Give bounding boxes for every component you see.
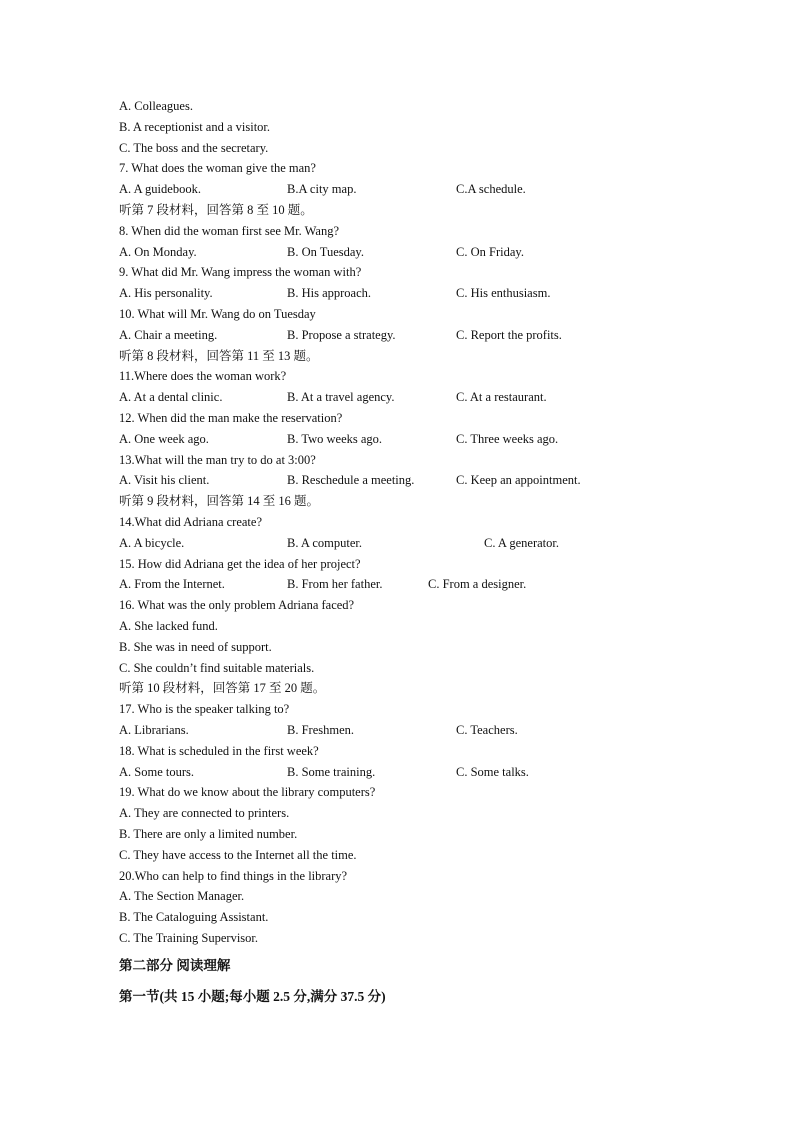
part-heading: 第二部分 阅读理解 bbox=[119, 958, 231, 973]
section-heading: 第一节(共 15 小题;每小题 2.5 分,满分 37.5 分) bbox=[119, 989, 386, 1004]
answer-option: A. His personality. bbox=[119, 286, 213, 301]
answer-option: A. Some tours. bbox=[119, 764, 194, 779]
answer-option: C. From a designer. bbox=[428, 577, 527, 592]
answer-option: A. At a dental clinic. bbox=[119, 390, 223, 405]
text-line: 听第 8 段材料，回答第 11 至 13 题。 bbox=[119, 348, 319, 363]
text-line: 19. What do we know about the library computers? bbox=[119, 785, 376, 800]
answer-option: B. A computer. bbox=[287, 535, 362, 550]
answer-option: C. A generator. bbox=[484, 535, 559, 550]
text-line: B. A receptionist and a visitor. bbox=[119, 119, 271, 134]
answer-option: C.A schedule. bbox=[456, 182, 526, 197]
answer-option: C. Keep an appointment. bbox=[456, 473, 581, 488]
answer-option: B. Propose a strategy. bbox=[287, 327, 396, 342]
answer-option: B. On Tuesday. bbox=[287, 244, 364, 259]
answer-option: A. On Monday. bbox=[119, 244, 197, 259]
answer-option: B. At a travel agency. bbox=[287, 390, 395, 405]
answer-option: B. Two weeks ago. bbox=[287, 431, 383, 446]
text-line: B. The Cataloguing Assistant. bbox=[119, 910, 269, 925]
text-line: 18. What is scheduled in the first week? bbox=[119, 743, 319, 758]
text-line: C. The Training Supervisor. bbox=[119, 931, 259, 945]
answer-option: B. Reschedule a meeting. bbox=[287, 473, 415, 488]
text-line: C. She couldn’t find suitable materials. bbox=[119, 660, 315, 675]
answer-option: B. Some training. bbox=[287, 764, 376, 779]
answer-option: C. Three weeks ago. bbox=[456, 431, 559, 446]
text-line: 听第 7 段材料，回答第 8 至 10 题。 bbox=[119, 203, 313, 217]
answer-option: A. A bicycle. bbox=[119, 535, 185, 550]
text-line: A. Colleagues. bbox=[119, 99, 193, 113]
text-line: B. She was in need of support. bbox=[119, 639, 272, 654]
answer-option: A. Librarians. bbox=[119, 723, 189, 737]
text-line: A. The Section Manager. bbox=[119, 889, 245, 904]
answer-option: B.A city map. bbox=[287, 182, 357, 197]
answer-option: C. On Friday. bbox=[456, 244, 524, 259]
answer-option: A. From the Internet. bbox=[119, 577, 225, 592]
answer-option: C. At a restaurant. bbox=[456, 390, 547, 405]
text-line: A. She lacked fund. bbox=[119, 619, 218, 633]
answer-option: B. From her father. bbox=[287, 577, 383, 592]
text-line: C. The boss and the secretary. bbox=[119, 140, 269, 155]
answer-option: A. Chair a meeting. bbox=[119, 327, 218, 342]
text-line: 20.Who can help to find things in the library? bbox=[119, 868, 348, 883]
text-line: 13.What will the man try to do at 3:00? bbox=[119, 452, 316, 467]
answer-option: B. His approach. bbox=[287, 286, 372, 301]
text-line: C. They have access to the Internet all the time. bbox=[119, 847, 357, 862]
answer-option: C. Teachers. bbox=[456, 723, 518, 737]
answer-option: A. Visit his client. bbox=[119, 473, 210, 488]
answer-option: C. Report the profits. bbox=[456, 327, 562, 342]
text-line: 11.Where does the woman work? bbox=[119, 369, 287, 384]
answer-option: C. His enthusiasm. bbox=[456, 286, 551, 301]
text-line: B. There are only a limited number. bbox=[119, 827, 298, 841]
text-line: 听第 9 段材料，回答第 14 至 16 题。 bbox=[119, 494, 320, 509]
text-line: 8. When did the woman first see Mr. Wang? bbox=[119, 223, 340, 238]
text-line: 9. What did Mr. Wang impress the woman with? bbox=[119, 265, 362, 280]
text-line: 15. How did Adriana get the idea of her project? bbox=[119, 556, 361, 571]
text-line: 14.What did Adriana create? bbox=[119, 515, 262, 529]
text-line: 7. What does the woman give the man? bbox=[119, 161, 316, 176]
answer-option: B. Freshmen. bbox=[287, 723, 355, 737]
text-line: 16. What was the only problem Adriana faced? bbox=[119, 598, 355, 613]
text-line: 10. What will Mr. Wang do on Tuesday bbox=[119, 307, 316, 321]
answer-option: C. Some talks. bbox=[456, 764, 529, 779]
text-line: A. They are connected to printers. bbox=[119, 806, 290, 821]
answer-option: A. A guidebook. bbox=[119, 182, 201, 197]
answer-option: A. One week ago. bbox=[119, 431, 209, 446]
text-line: 12. When did the man make the reservation? bbox=[119, 411, 343, 425]
text-line: 17. Who is the speaker talking to? bbox=[119, 702, 290, 717]
text-line: 听第 10 段材料，回答第 17 至 20 题。 bbox=[119, 681, 326, 696]
